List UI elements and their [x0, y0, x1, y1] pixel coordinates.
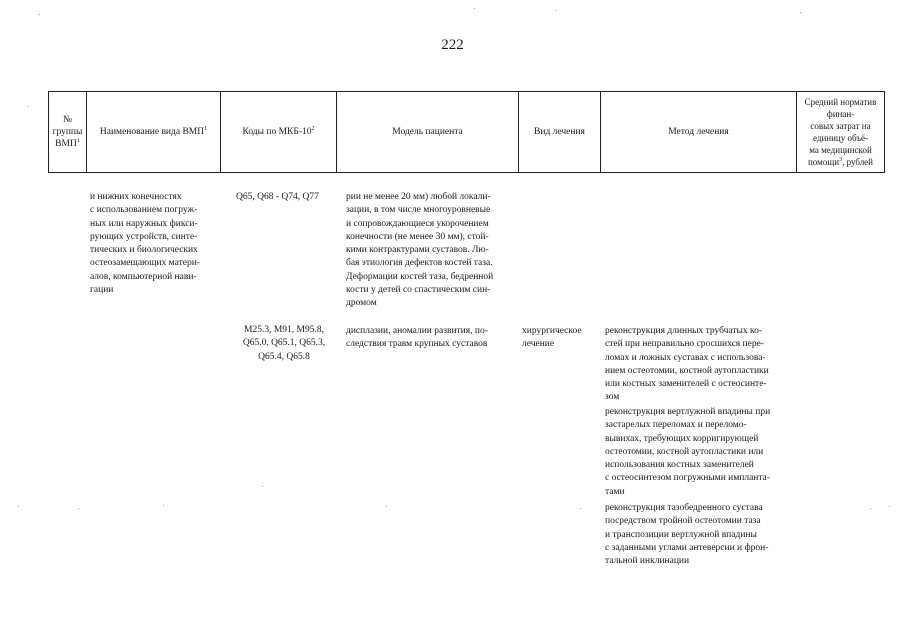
text-line: посредством тройной остеотомии таза: [605, 516, 761, 527]
text-line: реконструкция тазобедренного сустава: [605, 503, 763, 513]
header-codes: Коды по МКБ-$10^2$: [221, 92, 337, 173]
header-model: Модель пациента: [337, 92, 519, 173]
text-line: застарелых переломах и переломо-: [605, 420, 747, 431]
row2-model: [346, 325, 488, 352]
scan-speck: [386, 506, 387, 507]
text-line: и сопровождающиеся укорочением: [346, 218, 489, 229]
text-line: тами: [605, 486, 625, 497]
text-line: конечности (не менее 30 мм), стой-: [346, 231, 489, 242]
header-name: Наименование вида ВМП$^1$: [87, 92, 221, 173]
text-line: реконструкция длинных трубчатых ко-: [605, 326, 763, 336]
scan-speck: [27, 106, 28, 107]
text-line: лечение: [522, 339, 555, 350]
text-line: зом: [605, 392, 620, 403]
header-treatment-type: Вид лечения: [519, 92, 601, 173]
row2-method-2: [605, 406, 770, 499]
text-line: нием остеотомии, костной аутопластики: [605, 365, 769, 376]
scan-speck: [889, 506, 890, 507]
text-line: хирургическое: [522, 326, 582, 336]
text-line: с использованием погруж-: [90, 205, 198, 216]
row1-model: [346, 191, 493, 311]
text-line: зации, в том числе многоуровневые: [346, 205, 491, 216]
scan-speck: [870, 508, 871, 509]
text-line: с заданными углами антеверсии и фрон-: [605, 542, 769, 553]
row2-method-1: [605, 325, 769, 405]
text-line: остеотомии, костной аутопластики или: [605, 446, 764, 457]
scan-speck: [556, 10, 557, 11]
header-norm: Средний норматив финан- совых затрат на единицу объё- ма медицинской помощи$^3$, рублей: [797, 92, 885, 173]
text-line: вывихах, требующих корригирующей: [605, 433, 759, 444]
text-line: следствия травм крупных суставов: [346, 339, 488, 350]
text-line: M25.3, M91, M95.8,: [244, 325, 324, 335]
text-line: или костных заменителей с остеосинте-: [605, 379, 767, 390]
text-line: дромом: [346, 298, 377, 309]
text-line: Q65.4, Q65.8: [258, 351, 310, 362]
text-line: дисплазии, аномалии развития, по-: [346, 326, 488, 336]
row1-codes: Q65, Q68 - Q74, Q77: [236, 192, 319, 202]
text-line: Q65.0, Q65.1, Q65.3,: [242, 338, 326, 349]
text-line: использования костных заменителей: [605, 460, 754, 471]
text-line: бая этиология дефектов костей таза.: [346, 258, 493, 269]
scan-speck: [78, 508, 79, 509]
scan-speck: [262, 486, 263, 487]
text-line: рующих устройств, синте-: [90, 231, 198, 242]
text-line: ных или наружных фикси-: [90, 218, 198, 229]
row2-treatment: [522, 325, 582, 352]
text-line: стей при неправильно сросшихся пере-: [605, 339, 764, 350]
text-line: рии не менее 20 мм) любой локали-: [346, 192, 491, 202]
text-line: тических и биологических: [90, 245, 198, 256]
text-line: реконструкция вертлужной впадины при: [605, 407, 771, 417]
text-line: Деформации костей таза, бедренной: [346, 271, 494, 282]
text-line: тальной инклинации: [605, 556, 690, 567]
scan-speck: [163, 505, 164, 506]
scan-speck: [39, 14, 40, 15]
text-line: кости у детей со спастическим син-: [346, 285, 491, 296]
scan-speck: [474, 8, 475, 9]
row2-method-3: [605, 502, 768, 568]
header-method: Метод лечения: [601, 92, 797, 173]
text-line: остеозамещающих матери-: [90, 258, 200, 269]
text-line: и нижних конечностях: [90, 192, 182, 202]
row2-codes: [230, 324, 338, 364]
text-line: и транспозиции вертлужной впадины: [605, 529, 757, 540]
page-number: 222: [441, 37, 464, 53]
text-line: алов, компьютерной нави-: [90, 271, 197, 282]
text-line: гации: [90, 285, 114, 296]
scan-speck: [18, 506, 19, 507]
header-group: № группы ВМП$^1$: [49, 92, 87, 173]
text-line: с остеосинтезом погружными имплантa-: [605, 473, 770, 484]
scan-speck: [580, 508, 581, 509]
text-line: ломах и ложных суставах с использова-: [605, 352, 766, 363]
table-header: [48, 91, 885, 173]
text-line: кими контрактурами суставов. Лю-: [346, 245, 489, 256]
scan-speck: [800, 12, 801, 13]
row1-name: [90, 191, 200, 297]
